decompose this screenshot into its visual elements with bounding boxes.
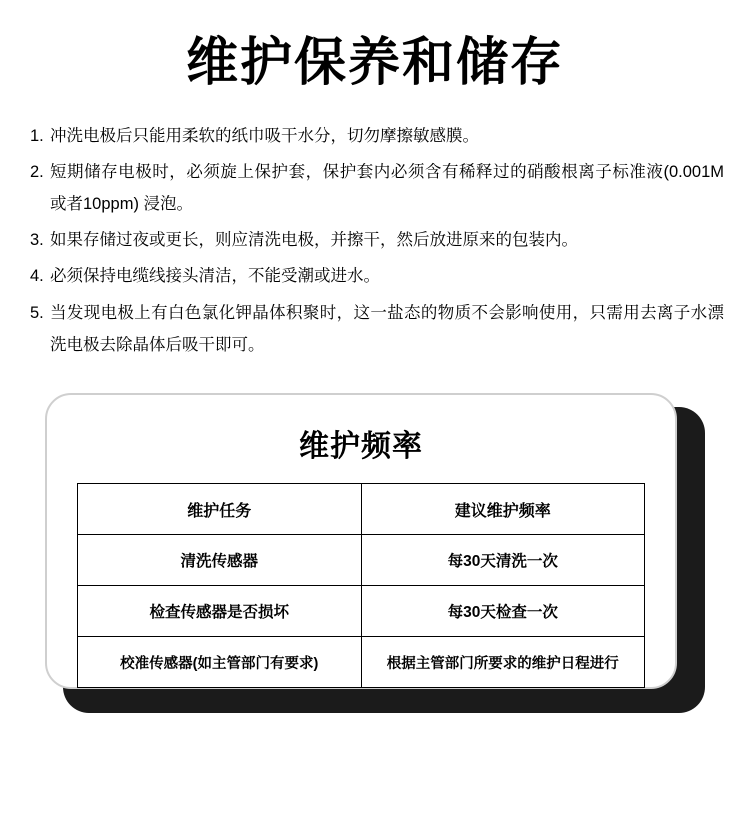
page-title: 维护保养和储存 (185, 34, 564, 92)
list-item-number: 1. (30, 126, 44, 145)
table-header-frequency: 建议维护频率 (361, 484, 645, 535)
list-item (30, 297, 724, 361)
list-item-number: 5. (30, 303, 44, 322)
table-cell-frequency: 根据主管部门所要求的维护日程进行 (361, 637, 645, 688)
list-item-text: 短期储存电极时，必须旋上保护套，保护套内必须含有稀释过的硝酸根离子标准液(0.001M 或者10ppm) 浸泡。 (50, 162, 724, 214)
table-cell-task: 校准传感器(如主管部门有要求) (78, 637, 362, 688)
table-cell-task: 检查传感器是否损坏 (78, 586, 362, 637)
list-item (30, 156, 724, 220)
maintenance-frequency-table (77, 483, 645, 688)
table-row (78, 637, 645, 688)
list-item-text: 当发现电极上有白色氯化钾晶体积聚时，这一盐态的物质不会影响使用，只需用去离子水漂洗电极去除晶体后吸干即可。 (50, 303, 724, 354)
list-item (30, 120, 724, 152)
maintenance-frequency-card (45, 393, 705, 713)
table-row (78, 586, 645, 637)
document-page (0, 34, 750, 830)
list-item-text: 如果存储过夜或更长，则应清洗电极，并擦干，然后放进原来的包装内。 (50, 231, 578, 250)
list-item (30, 260, 724, 292)
instruction-list (30, 120, 724, 361)
card-body (45, 393, 677, 689)
list-item (30, 224, 724, 256)
list-item-number: 2. (30, 162, 44, 181)
list-item-text: 必须保持电缆线接头清洁，不能受潮或进水。 (50, 267, 380, 286)
table-cell-task: 清洗传感器 (78, 535, 362, 586)
card-title: 维护频率 (299, 430, 423, 463)
list-item-number: 3. (30, 231, 44, 250)
list-item-number: 4. (30, 267, 44, 286)
table-cell-frequency: 每30天检查一次 (361, 586, 645, 637)
table-header-task: 维护任务 (78, 484, 362, 535)
table-cell-frequency: 每30天清洗一次 (361, 535, 645, 586)
table-row (78, 535, 645, 586)
table-header-row (78, 484, 645, 535)
list-item-text: 冲洗电极后只能用柔软的纸巾吸干水分，切勿摩擦敏感膜。 (50, 126, 479, 145)
